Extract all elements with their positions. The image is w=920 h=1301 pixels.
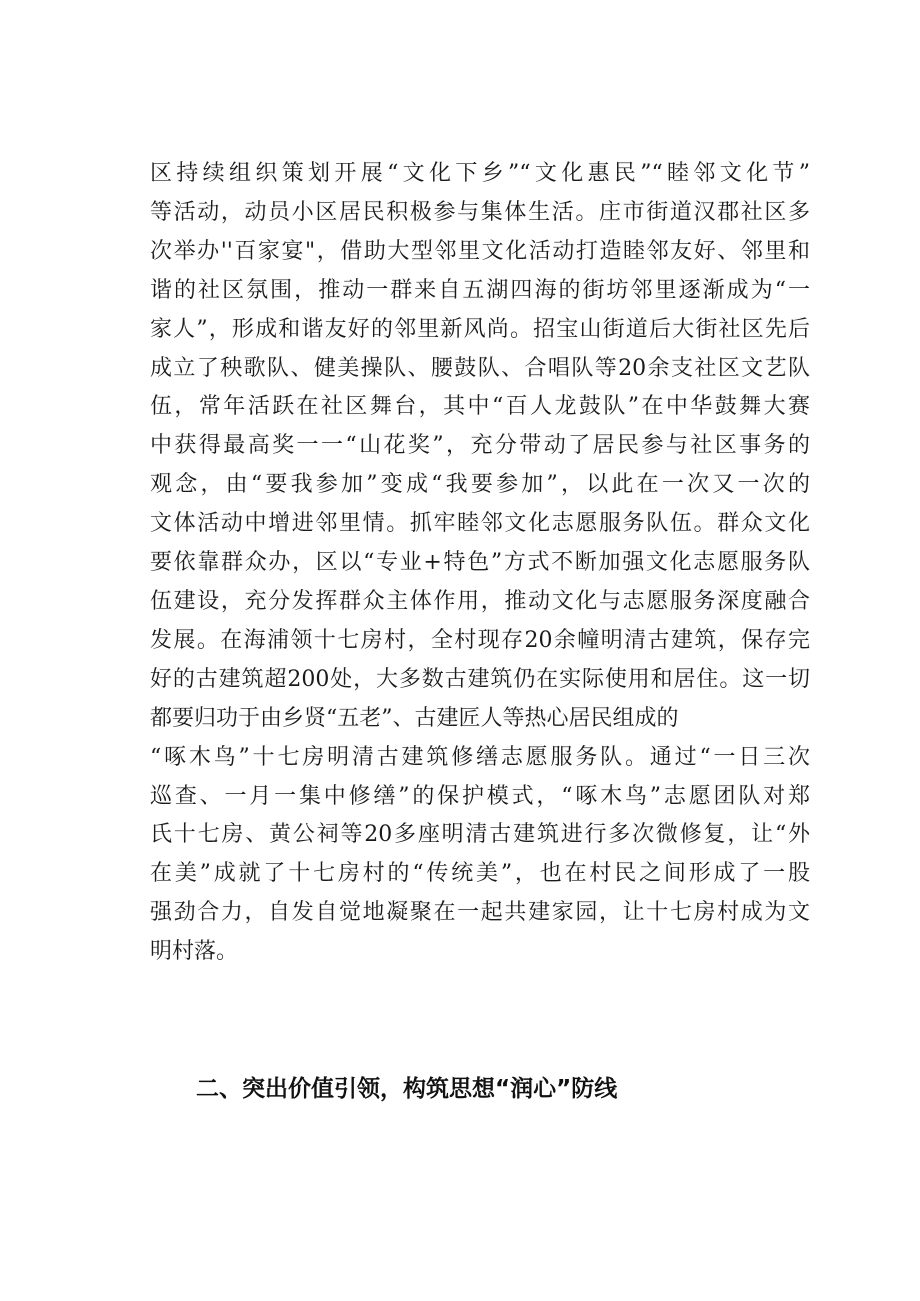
paragraph-line: 都要归功于由乡贤“五老”、古建匠人等热心居民组成的 — [150, 705, 679, 731]
paragraph-line: 氏十七房、黄公祠等20多座明清古建筑进行多次微修复，让“外 — [150, 822, 810, 848]
paragraph-line: 区持续组织策划开展“文化下乡”“文化惠民”“睦邻文化节” — [150, 161, 810, 186]
paragraph-line: 次举办''百家宴"，借助大型邻里文化活动打造睦邻友好、邻里和 — [150, 238, 810, 264]
section-heading: 二、突出价值引领，构筑思想“润心”防线 — [196, 1076, 618, 1102]
paragraph-line: 谐的社区氛围，推动一群来自五湖四海的街坊邻里逐渐成为“一 — [150, 277, 810, 303]
paragraph-line: 明村落。 — [150, 939, 239, 965]
paragraph-line: 文体活动中增进邻里情。抓牢睦邻文化志愿服务队伍。群众文化 — [150, 511, 810, 537]
paragraph-line: “啄木鸟”十七房明清古建筑修缮志愿服务队。通过“一日三次 — [150, 744, 810, 770]
paragraph-line: 强劲合力，自发自觉地凝聚在一起共建家园，让十七房村成为文 — [150, 900, 810, 926]
paragraph-line: 等活动，动员小区居民积极参与集体生活。庄市街道汉郡社区多 — [150, 199, 810, 225]
paragraph-line: 伍，常年活跃在社区舞台，其中“百人龙鼓队”在中华鼓舞大赛 — [150, 394, 810, 420]
paragraph-line: 在美”成就了十七房村的“传统美”，也在村民之间形成了一股 — [150, 861, 810, 887]
paragraph-line: 伍建设，充分发挥群众主体作用，推动文化与志愿服务深度融合 — [150, 588, 810, 614]
paragraph-line: 好的古建筑超200处，大多数古建筑仍在实际使用和居住。这一切 — [150, 666, 810, 692]
paragraph-line: 成立了秧歌队、健美操队、腰鼓队、合唱队等20余支社区文艺队 — [150, 355, 810, 381]
body-paragraph — [150, 155, 810, 972]
paragraph-line: 中获得最高奖一一“山花奖”，充分带动了居民参与社区事务的 — [150, 433, 810, 459]
paragraph-line: 发展。在海浦领十七房村，全村现存20余幢明清古建筑，保存完 — [150, 627, 810, 653]
paragraph-line: 巡查、一月一集中修缮”的保护模式，“啄木鸟”志愿团队对郑 — [150, 783, 810, 809]
paragraph-line: 要依靠群众办，区以“专业+特色”方式不断加强文化志愿服务队 — [150, 550, 810, 576]
paragraph-line: 观念，由“要我参加”变成“我要参加”，以此在一次又一次的 — [150, 472, 810, 498]
paragraph-line: 家人”，形成和谐友好的邻里新风尚。招宝山街道后大街社区先后 — [150, 316, 810, 342]
